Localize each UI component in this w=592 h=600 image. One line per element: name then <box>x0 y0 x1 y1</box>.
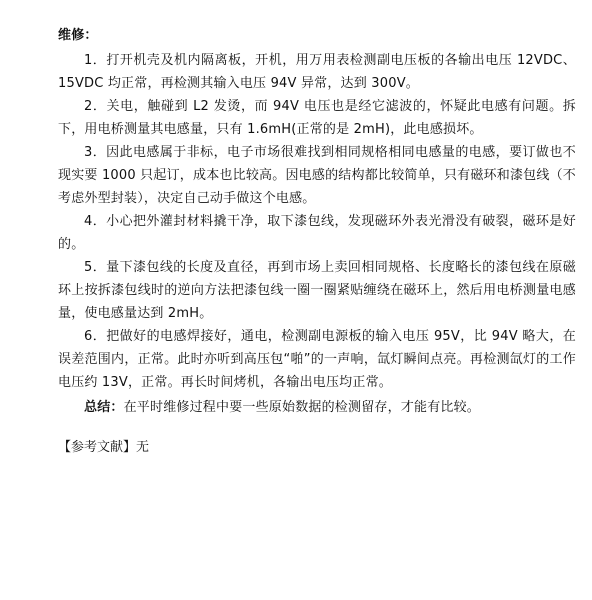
references: 【参考文献】无 <box>58 440 150 455</box>
summary-text: 在平时维修过程中要一些原始数据的检测留存，才能有比较。 <box>123 400 481 415</box>
section-heading: 维修： <box>58 28 98 43</box>
repair-section <box>58 24 576 419</box>
summary-label: 总结： <box>84 400 124 415</box>
paragraph-6: 6．把做好的电感焊接好，通电，检测副电源板的输入电压 95V，比 94V 略大，在误差范围内，正常。此时亦听到高压包“啪”的一声响，氙灯瞬间点亮。再检测氙灯的工作电压约 13V，正常。再长时间烤机，各输出电压均正常。 <box>58 329 576 390</box>
paragraph-5: 5．量下漆包线的长度及直径，再到市场上卖回相同规格、长度略长的漆包线在原磁环上按拆漆包线时的逆向方法把漆包线一圈一圈紧贴缠绕在磁环上，然后用电桥测量电感量，使电感量达到 2mH。 <box>58 260 576 321</box>
paragraph-3: 3．因此电感属于非标，电子市场很难找到相同规格相同电感量的电感，要订做也不现实要 1000 只起订，成本也比较高。因电感的结构都比较简单，只有磁环和漆包线（不考虑外型封装），决定自己动手做这个电感。 <box>58 145 576 206</box>
paragraph-1: 1．打开机壳及机内隔离板，开机，用万用表检测副电压板的各输出电压 12VDC、15VDC 均正常，再检测其输入电压 94V 异常，达到 300V。 <box>58 53 576 91</box>
paragraph-4: 4．小心把外灌封材料撬干净，取下漆包线，发现磁环外表光滑没有破裂，磁环是好的。 <box>58 214 576 252</box>
paragraph-2: 2．关电，触碰到 L2 发烫，而 94V 电压也是经它滤波的，怀疑此电感有问题。拆下，用电桥测量其电感量，只有 1.6mH(正常的是 2mH)，此电感损坏。 <box>58 99 576 137</box>
summary <box>58 396 576 419</box>
